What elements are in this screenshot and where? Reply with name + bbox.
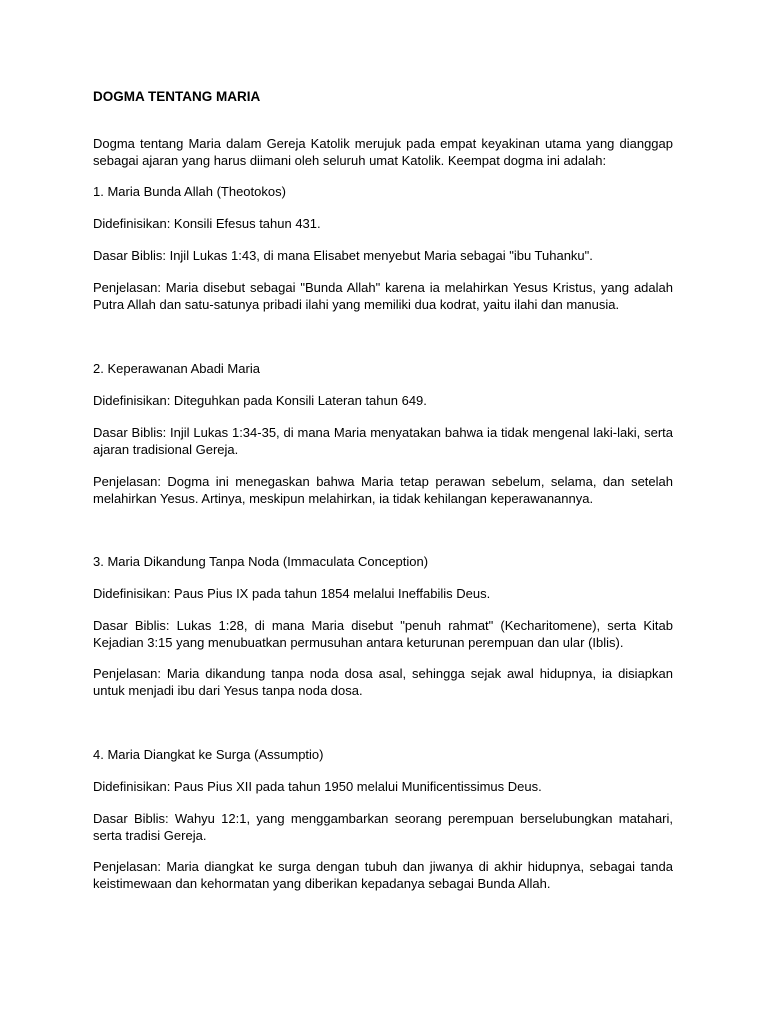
dogma-3-basis: Dasar Biblis: Lukas 1:28, di mana Maria disebut "penuh rahmat" (Kecharitomene), serta Kitab Kejadian 3:15 yang menubuatkan permusuhan antara keturunan perempuan dan ular (Iblis). [93,618,673,650]
dogma-2-defined: Didefinisikan: Diteguhkan pada Konsili Lateran tahun 649. [93,393,427,408]
page-title: DOGMA TENTANG MARIA [93,89,261,104]
intro-paragraph: Dogma tentang Maria dalam Gereja Katolik merujuk pada empat keyakinan utama yang dianggap sebagai ajaran yang harus diimani oleh seluruh umat Katolik. Keempat dogma ini adalah: [93,136,673,168]
dogma-1-heading: 1. Maria Bunda Allah (Theotokos) [93,184,286,199]
dogma-4-explanation: Penjelasan: Maria diangkat ke surga dengan tubuh dan jiwanya di akhir hidupnya, sebagai tanda keistimewaan dan kehormatan yang diberikan kepadanya sebagai Bunda Allah. [93,859,673,891]
dogma-3-explanation: Penjelasan: Maria dikandung tanpa noda dosa asal, sehingga sejak awal hidupnya, ia disiapkan untuk menjadi ibu dari Yesus tanpa noda dosa. [93,666,673,698]
dogma-4-heading: 4. Maria Diangkat ke Surga (Assumptio) [93,747,324,762]
dogma-4-basis: Dasar Biblis: Wahyu 12:1, yang menggambarkan seorang perempuan berselubungkan matahari, serta tradisi Gereja. [93,811,673,843]
dogma-1-basis: Dasar Biblis: Injil Lukas 1:43, di mana Elisabet menyebut Maria sebagai "ibu Tuhanku". [93,248,593,263]
dogma-1-explanation: Penjelasan: Maria disebut sebagai "Bunda Allah" karena ia melahirkan Yesus Kristus, yang adalah Putra Allah dan satu-satunya pribadi ilahi yang memiliki dua kodrat, yaitu ilahi dan manusia. [93,280,673,312]
dogma-1-defined: Didefinisikan: Konsili Efesus tahun 431. [93,216,321,231]
dogma-3-defined: Didefinisikan: Paus Pius IX pada tahun 1854 melalui Ineffabilis Deus. [93,586,491,601]
dogma-2-basis: Dasar Biblis: Injil Lukas 1:34-35, di mana Maria menyatakan bahwa ia tidak mengenal laki-laki, serta ajaran tradisional Gereja. [93,425,673,457]
dogma-3-heading: 3. Maria Dikandung Tanpa Noda (Immaculata Conception) [93,554,429,569]
dogma-2-explanation: Penjelasan: Dogma ini menegaskan bahwa Maria tetap perawan sebelum, selama, dan setelah melahirkan Yesus. Artinya, meskipun melahirkan, ia tidak kehilangan keperawanannya. [93,474,673,506]
dogma-4-defined: Didefinisikan: Paus Pius XII pada tahun 1950 melalui Munificentissimus Deus. [93,779,542,794]
dogma-2-heading: 2. Keperawanan Abadi Maria [93,361,260,376]
